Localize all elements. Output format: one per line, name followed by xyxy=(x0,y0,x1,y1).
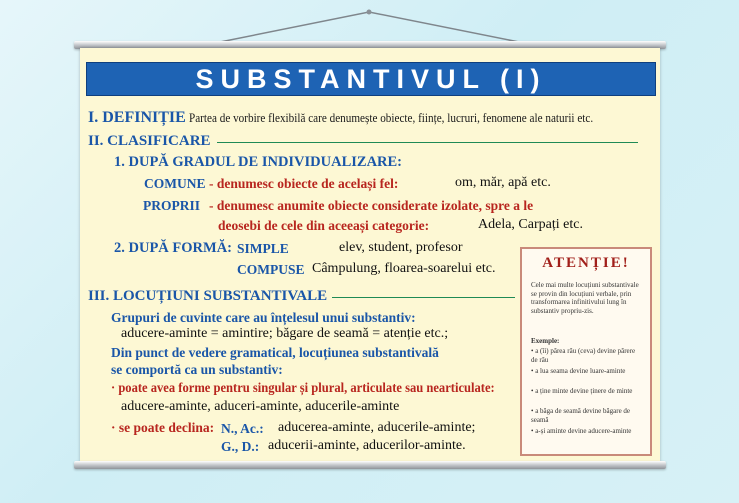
compuse-examples: Câmpulung, floarea-soarelui etc. xyxy=(312,261,496,276)
simple-examples: elev, student, profesor xyxy=(339,240,463,255)
proprii-definition-1: - denumesc anumite obiecte considerate izolate, spre a le xyxy=(209,198,534,213)
atentie-box xyxy=(520,247,652,456)
definitie-heading: I. DEFINIȚIE xyxy=(88,109,186,126)
locutiuni-line-2: aducere-aminte = amintire; băgare de seamă = atenție etc.; xyxy=(121,326,449,341)
comune-examples: om, măr, apă etc. xyxy=(455,175,551,190)
atentie-examples-label: Exemple: xyxy=(531,337,560,345)
bottom-rod xyxy=(74,461,666,469)
locutiuni-line-4: se comportă ca un substantiv: xyxy=(111,362,283,377)
forma-heading: 2. DUPĂ FORMĂ: xyxy=(114,240,232,256)
forms-nominativ: aducerea-aminte, aducerile-aminte; xyxy=(278,420,476,435)
atentie-example-1: • a (îi) părea rău (ceva) devine părere de rău xyxy=(531,347,636,364)
case-nominativ: N., Ac.: xyxy=(221,421,264,436)
individualizare-heading: 1. DUPĂ GRADUL DE INDIVIDUALIZARE: xyxy=(114,154,403,170)
case-genitiv: G., D.: xyxy=(221,439,260,454)
simple-label: SIMPLE xyxy=(237,241,289,256)
proprii-definition-2: deosebi de cele din aceeași categorie: xyxy=(218,218,430,233)
locutiuni-line-3: Din punct de vedere gramatical, locuțiunea substantivală xyxy=(111,345,439,360)
atentie-example-3: • a ține minte devine ținere de minte xyxy=(531,387,633,395)
poster xyxy=(80,48,660,462)
clasificare-heading: II. CLASIFICARE xyxy=(88,133,211,149)
clasificare-rule xyxy=(217,142,638,143)
locutiuni-line-5: · poate avea forme pentru singular și plural, articulate sau nearticulate: xyxy=(111,380,495,395)
declina-label: · se poate declina: xyxy=(111,420,215,435)
atentie-title: ATENȚIE! xyxy=(542,255,630,271)
proprii-label: PROPRII xyxy=(143,198,200,213)
locutiuni-heading: III. LOCUȚIUNI SUBSTANTIVALE xyxy=(88,288,328,304)
locutiuni-line-6: aducere-aminte, aduceri-aminte, aducerile-aminte xyxy=(121,399,400,414)
atentie-example-2: • a lua seama devine luare-aminte xyxy=(531,367,626,375)
locutiuni-rule xyxy=(332,297,515,298)
compuse-label: COMPUSE xyxy=(237,262,305,277)
atentie-example-5: • a-și aminte devine aducere-aminte xyxy=(531,427,632,435)
atentie-example-4: • a băga de seamă devine băgare de seamă xyxy=(531,407,631,424)
definitie-text: Partea de vorbire flexibilă care denumește obiecte, ființe, lucruri, fenomene ale naturii etc. xyxy=(189,110,594,125)
page-title: SUBSTANTIVUL (I) xyxy=(195,64,547,94)
title-banner xyxy=(86,62,656,96)
comune-label: COMUNE xyxy=(144,176,206,191)
atentie-intro: Cele mai multe locuțiuni substantivale se provin din locuțiuni verbale, prin transformarea infinitivului lung în substantiv propriu-zis. xyxy=(531,281,639,315)
comune-definition: - denumesc obiecte de același fel: xyxy=(209,176,399,191)
forms-genitiv: aducerii-aminte, aducerilor-aminte. xyxy=(268,438,466,453)
proprii-examples: Adela, Carpați etc. xyxy=(478,217,583,232)
locutiuni-line-1: Grupuri de cuvinte care au înțelesul unui substantiv: xyxy=(111,310,416,325)
